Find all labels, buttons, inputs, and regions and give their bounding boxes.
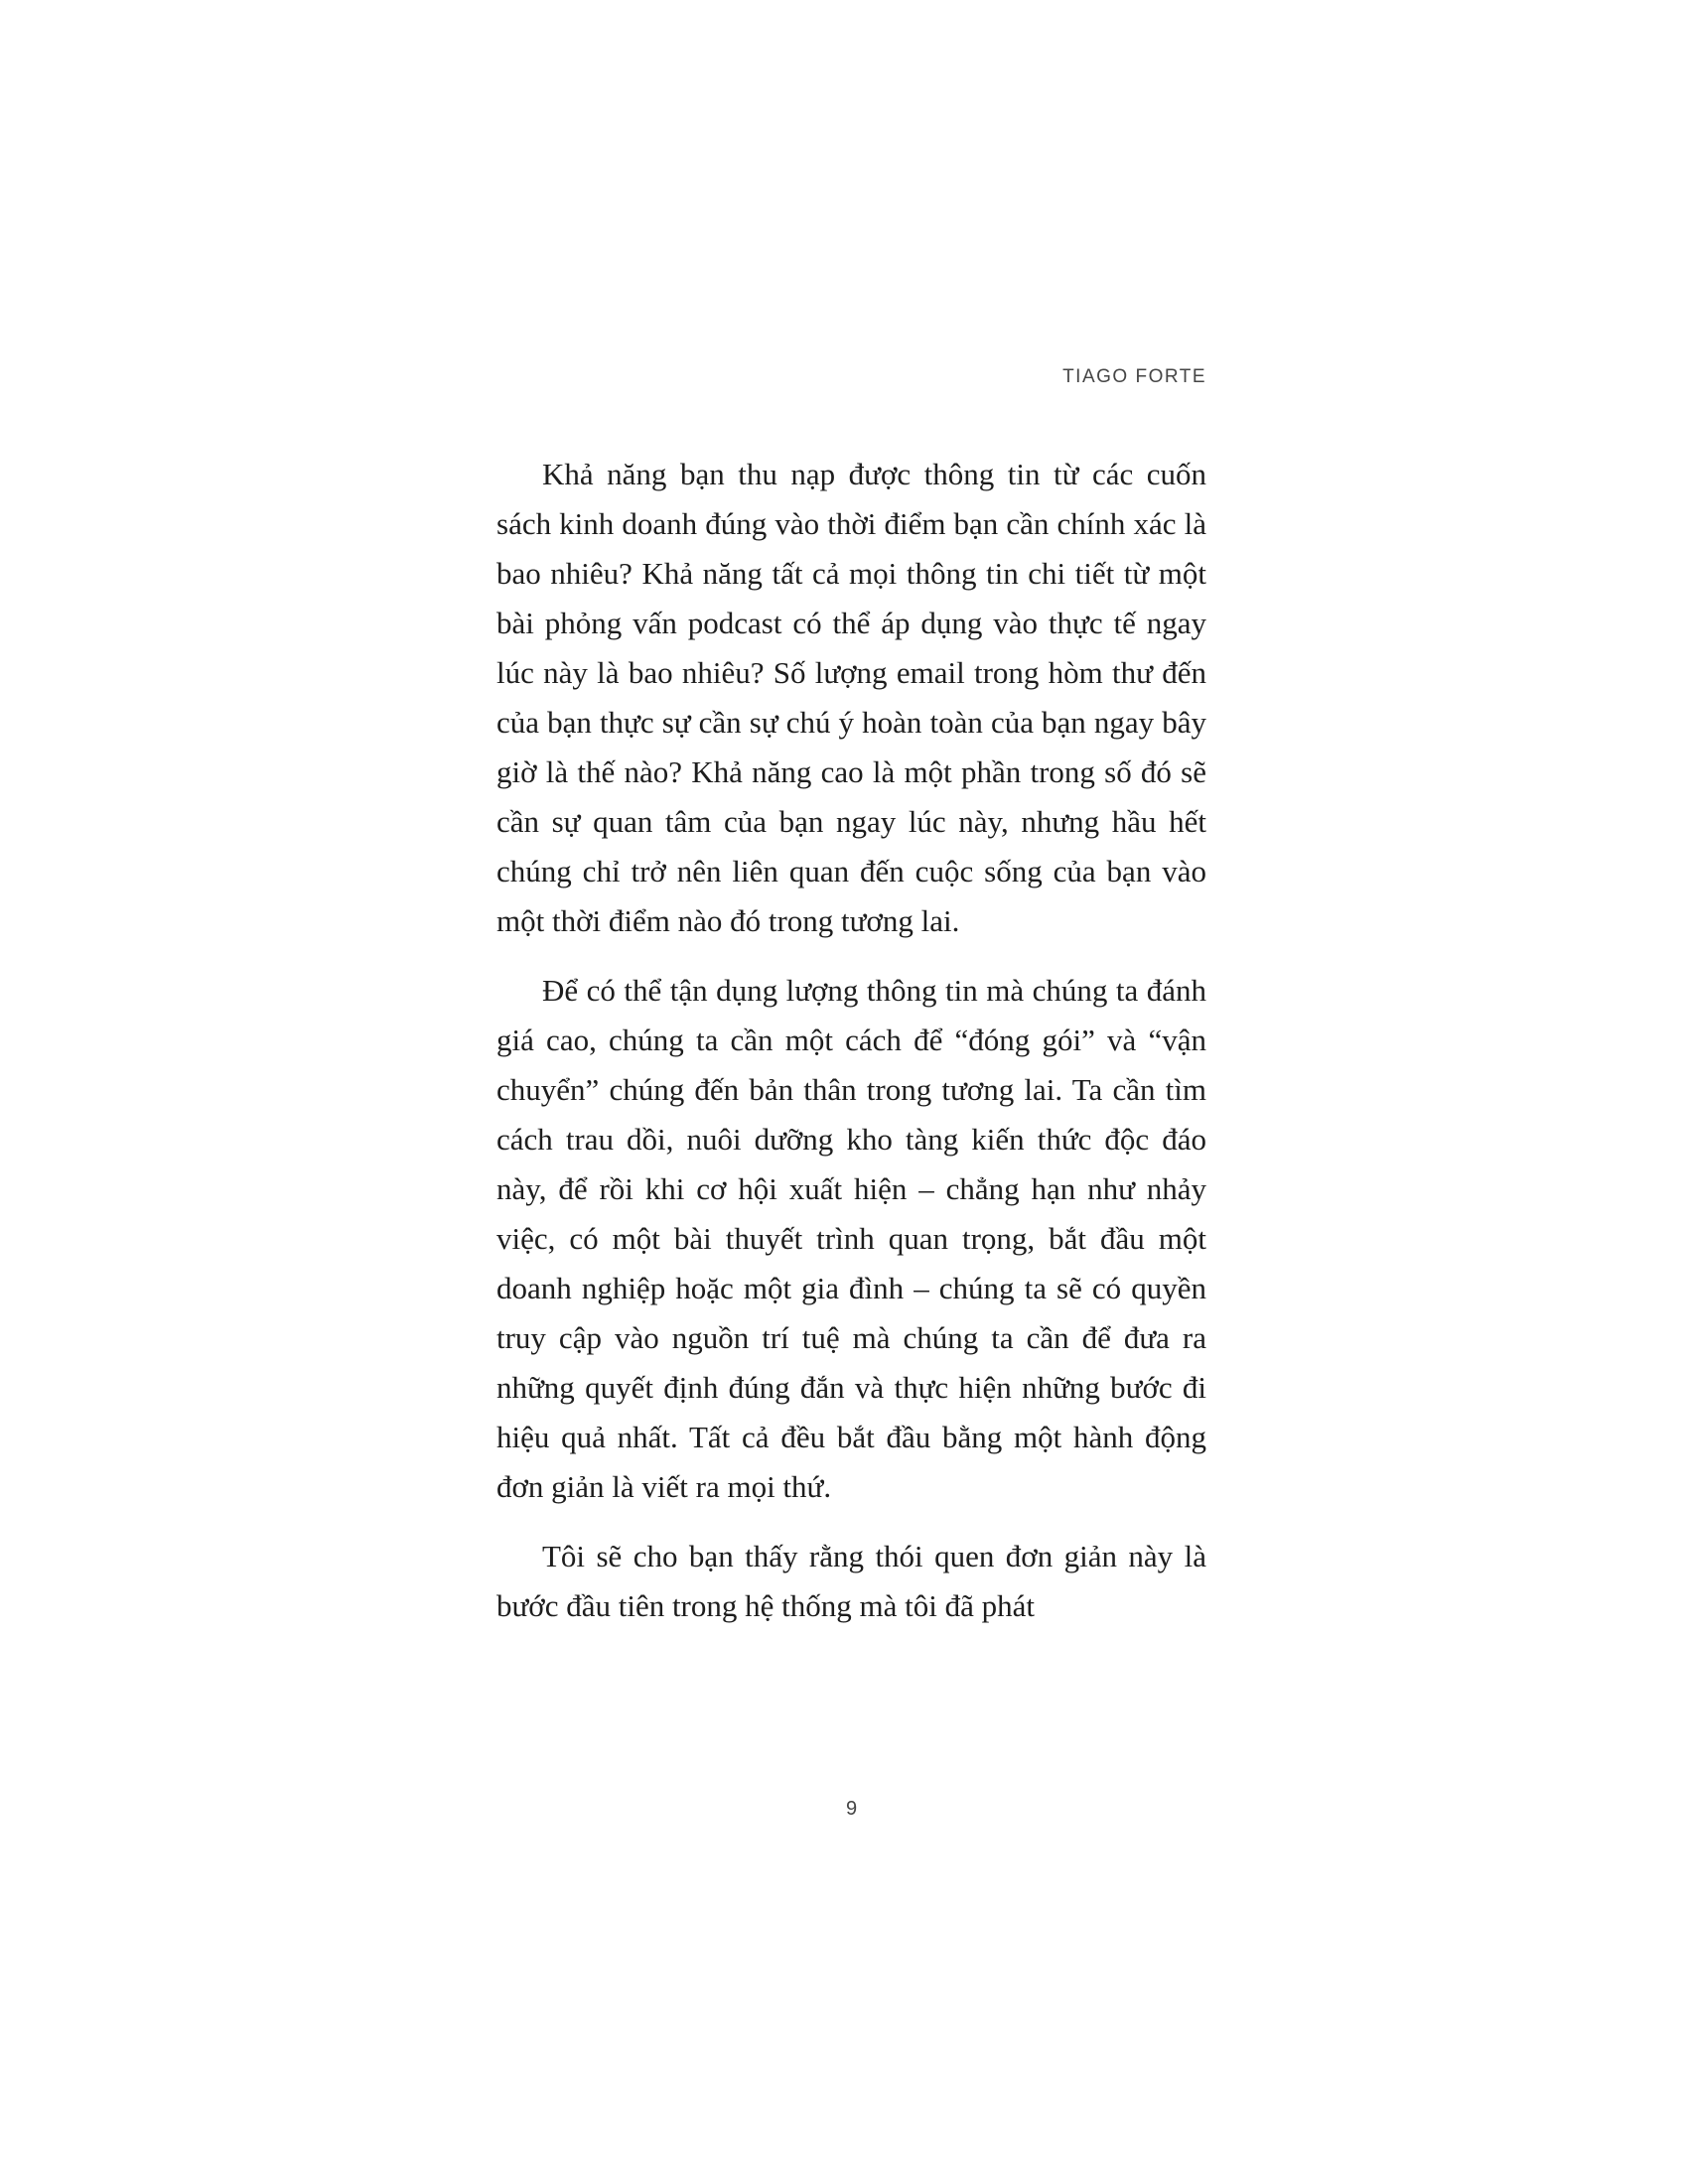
body-text-block	[496, 450, 1206, 1651]
running-header-author: TIAGO FORTE	[1062, 366, 1206, 387]
body-paragraph: Tôi sẽ cho bạn thấy rằng thói quen đơn giản này là bước đầu tiên trong hệ thống mà tôi đã phát	[496, 1539, 1206, 1623]
body-paragraph: Khả năng bạn thu nạp được thông tin từ các cuốn sách kinh doanh đúng vào thời điểm bạn cần chính xác là bao nhiêu? Khả năng tất cả mọi thông tin chi tiết từ một bài phỏng vấn podcast có thể áp dụng vào thực tế ngay lúc này là bao nhiêu? Số lượng email trong hòm thư đến của bạn thực sự cần sự chú ý hoàn toàn của bạn ngay bây giờ là thế nào? Khả năng cao là một phần trong số đó sẽ cần sự quan tâm của bạn ngay lúc này, nhưng hầu hết chúng chỉ trở nên liên quan đến cuộc sống của bạn vào một thời điểm nào đó trong tương lai.	[496, 457, 1206, 938]
body-paragraph: Để có thể tận dụng lượng thông tin mà chúng ta đánh giá cao, chúng ta cần một cách để “đóng gói” và “vận chuyển” chúng đến bản thân trong tương lai. Ta cần tìm cách trau dồi, nuôi dưỡng kho tàng kiến thức độc đáo này, để rồi khi cơ hội xuất hiện – chẳng hạn như nhảy việc, có một bài thuyết trình quan trọng, bắt đầu một doanh nghiệp hoặc một gia đình – chúng ta sẽ có quyền truy cập vào nguồn trí tuệ mà chúng ta cần để đưa ra những quyết định đúng đắn và thực hiện những bước đi hiệu quả nhất. Tất cả đều bắt đầu bằng một hành động đơn giản là viết ra mọi thứ.	[496, 973, 1206, 1504]
page-number: 9	[845, 1798, 858, 1820]
